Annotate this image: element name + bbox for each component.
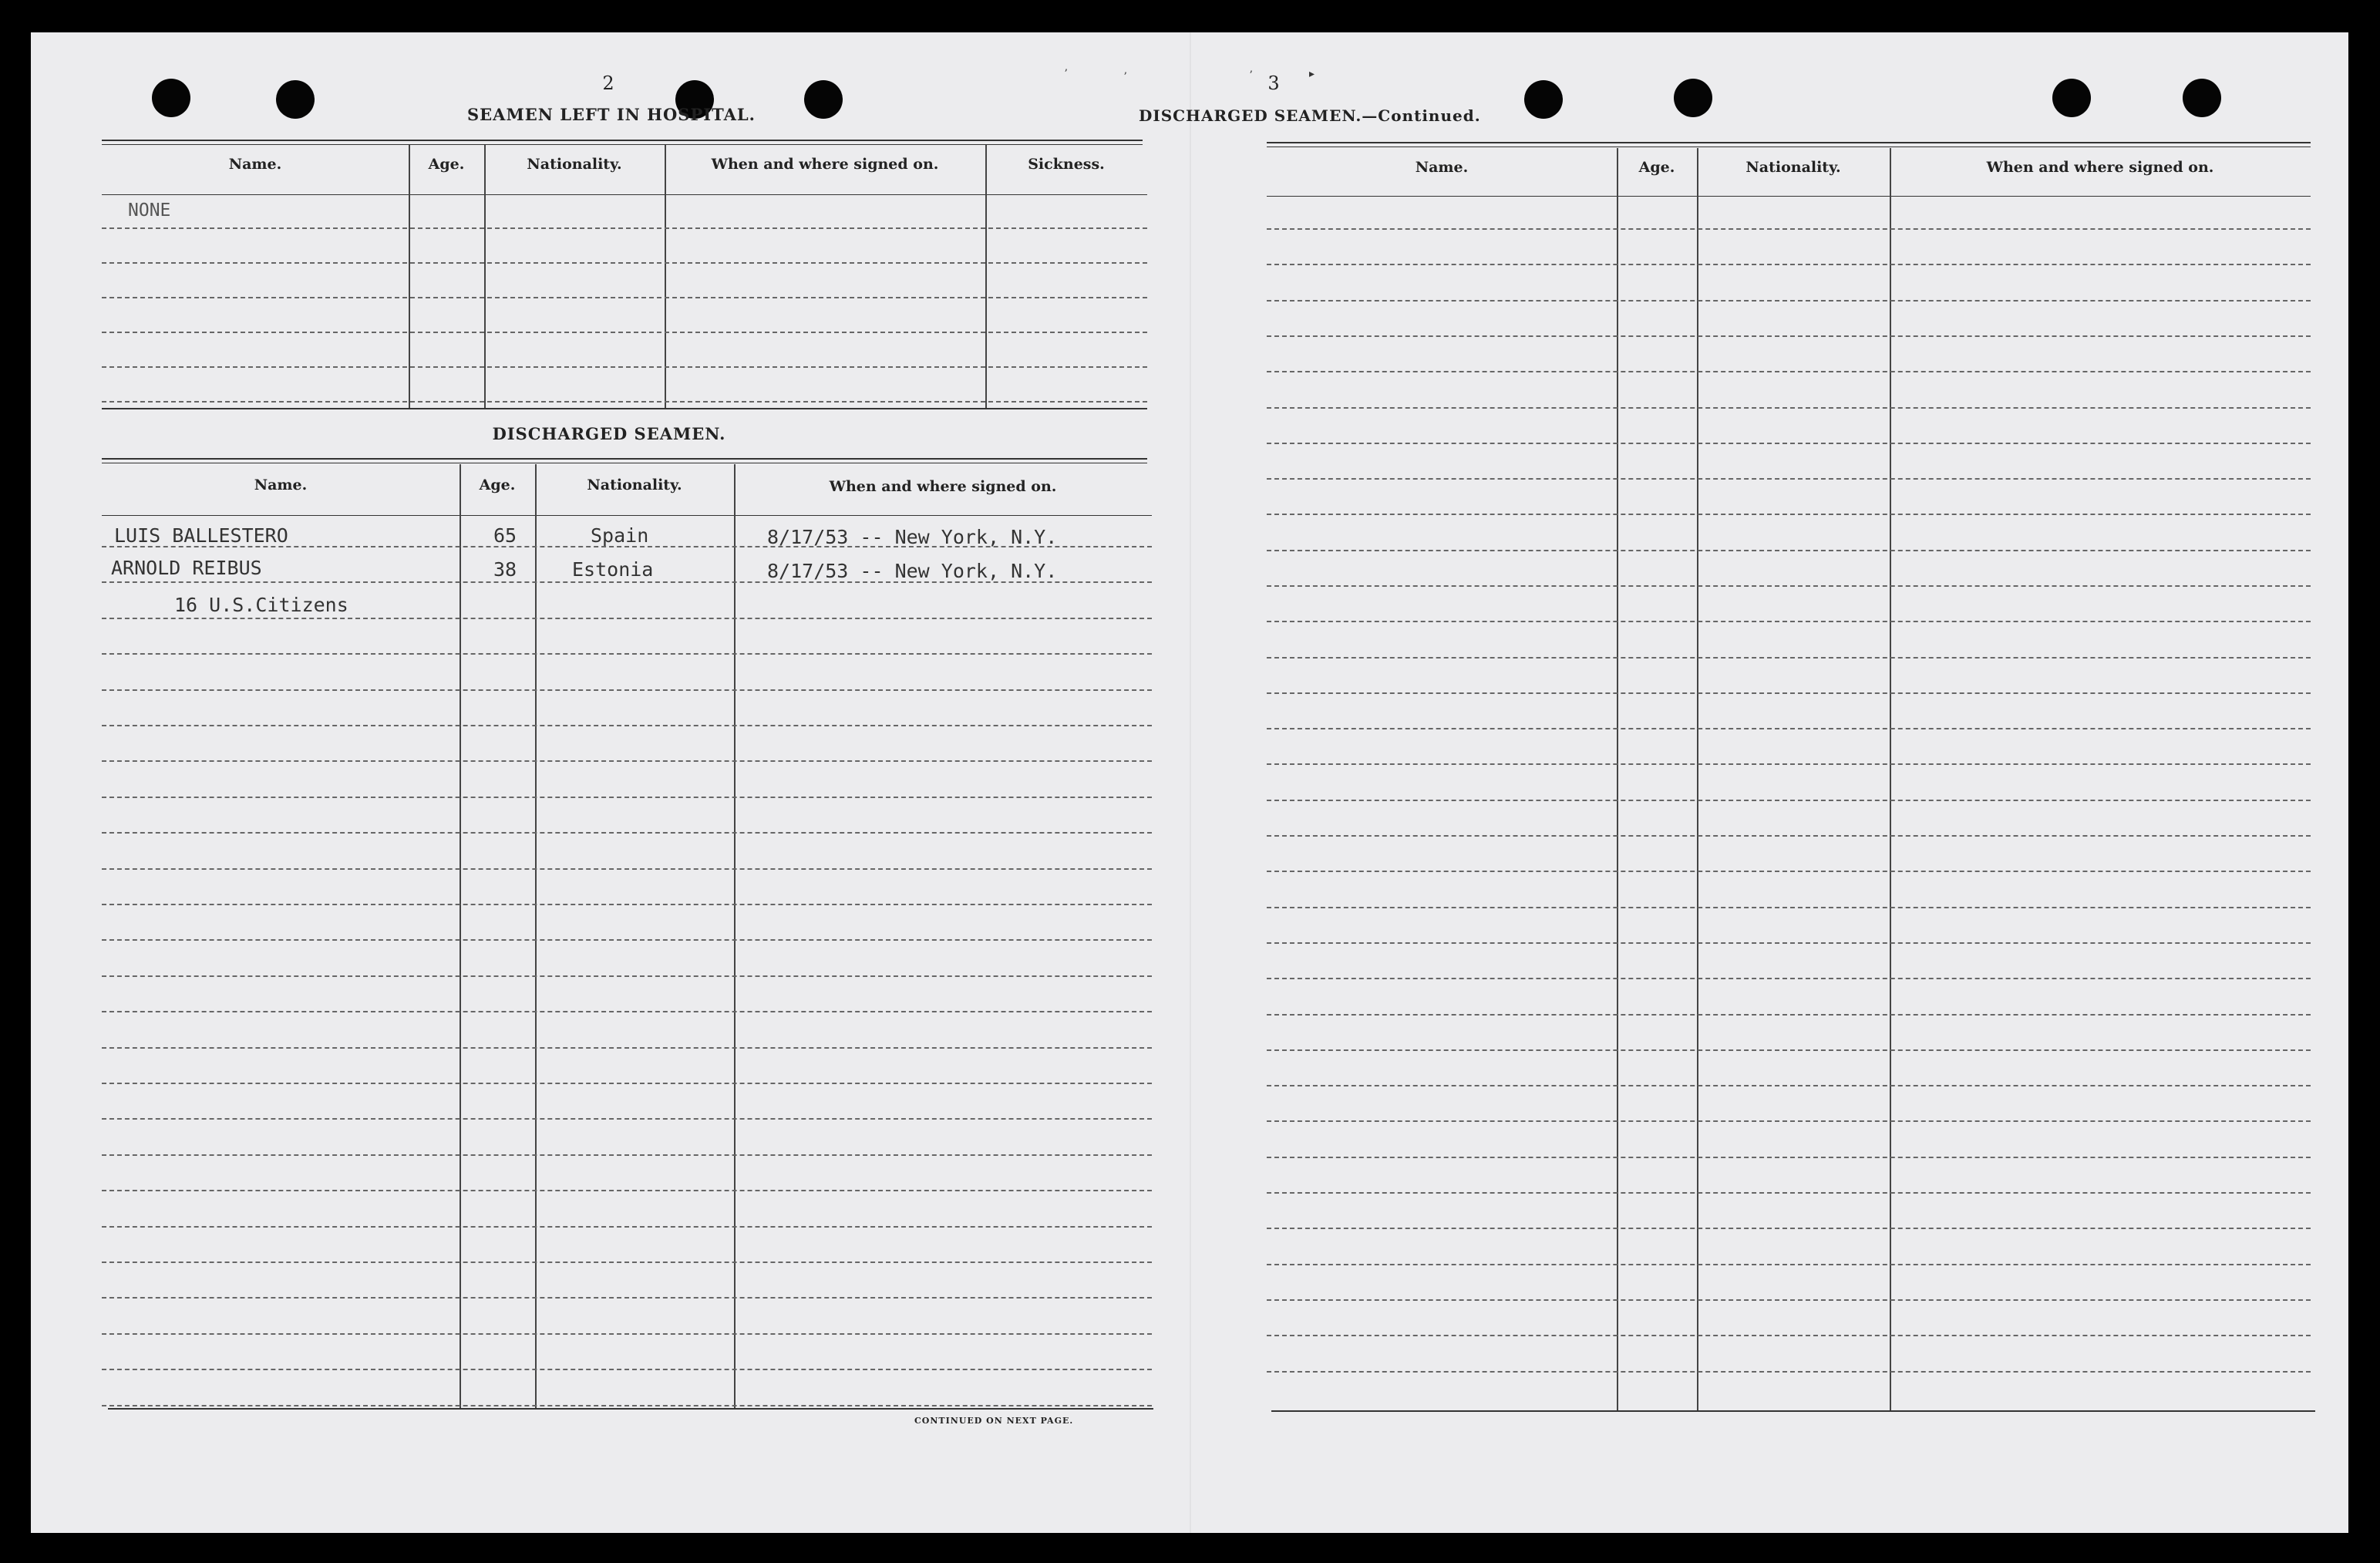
row-line — [102, 1333, 1152, 1335]
row-line — [102, 1405, 1152, 1406]
hospital-header-rule — [102, 194, 1147, 195]
row-line — [1267, 1228, 2311, 1229]
discharged-header-nationality: Nationality. — [587, 477, 682, 493]
row-line — [1267, 514, 2311, 515]
left-page — [31, 32, 1190, 1533]
seaman-name: ARNOLD REIBUS — [111, 557, 262, 579]
right-header-nationality: Nationality. — [1745, 159, 1841, 176]
right-col-divider — [1890, 148, 1891, 1410]
row-line — [1267, 978, 2311, 979]
seaman-nationality: Estonia — [572, 558, 654, 581]
hospital-row-line — [102, 332, 1147, 333]
row-line — [102, 1262, 1152, 1263]
hospital-row-line — [102, 262, 1147, 264]
stray-mark: ʼ — [1249, 69, 1253, 82]
row-line — [102, 653, 1152, 655]
row-line — [1267, 1049, 2311, 1051]
row-line — [1267, 550, 2311, 551]
row-line — [1267, 264, 2311, 265]
row-line — [102, 725, 1152, 726]
discharged-header-signed-on: When and where signed on. — [829, 478, 1057, 495]
stray-mark: ▸ — [1309, 68, 1315, 80]
row-line — [1267, 1085, 2311, 1086]
row-line — [1267, 1299, 2311, 1301]
hospital-section-title: SEAMEN LEFT IN HOSPITAL. — [467, 105, 756, 124]
row-line — [1267, 942, 2311, 944]
hospital-row-line — [102, 401, 1147, 403]
right-header-signed-on: When and where signed on. — [1986, 159, 2214, 176]
row-line — [1267, 300, 2311, 301]
right-header-age: Age. — [1638, 159, 1675, 176]
hospital-row-line — [102, 366, 1147, 368]
right-header-rule — [1267, 196, 2311, 197]
row-line — [1267, 407, 2311, 409]
right-page — [1139, 32, 2348, 1533]
seaman-nationality: Spain — [591, 524, 649, 547]
row-line — [1267, 692, 2311, 694]
discharged-header-age: Age. — [479, 477, 516, 493]
page-number: 3 — [1267, 72, 1280, 94]
row-line — [1267, 800, 2311, 801]
seaman-name: LUIS BALLESTERO — [114, 524, 288, 547]
discharged-col-divider — [460, 464, 461, 1408]
row-line — [102, 797, 1152, 798]
row-line — [1267, 835, 2311, 837]
row-line — [102, 1369, 1152, 1370]
row-line — [1267, 1371, 2311, 1373]
hospital-header-age: Age. — [428, 156, 465, 173]
discharged-col-divider — [734, 464, 736, 1408]
hospital-col-divider — [484, 145, 486, 408]
right-col-divider — [1617, 148, 1618, 1410]
row-line — [1267, 1014, 2311, 1016]
row-line — [1267, 907, 2311, 908]
discharged-header-rule — [102, 515, 1152, 516]
right-top-rule — [1267, 142, 2311, 143]
hospital-col-divider — [409, 145, 410, 408]
row-line — [102, 832, 1152, 834]
row-line — [102, 618, 1152, 619]
row-line — [1267, 1157, 2311, 1158]
discharged-col-divider — [535, 464, 537, 1408]
row-line — [1267, 871, 2311, 872]
citizens-note: 16 U.S.Citizens — [174, 594, 348, 616]
row-line — [102, 689, 1152, 691]
row-line — [1267, 443, 2311, 444]
hospital-bottom-rule — [102, 408, 1147, 409]
row-line — [102, 1047, 1152, 1049]
hospital-row-line — [102, 227, 1147, 229]
continued-footer: CONTINUED ON NEXT PAGE. — [914, 1416, 1074, 1426]
hospital-top-rule — [102, 140, 1143, 141]
page-number: 2 — [602, 72, 614, 94]
row-line — [102, 868, 1152, 870]
stray-mark: ʼ — [1064, 68, 1068, 80]
row-line — [102, 1226, 1152, 1228]
row-line — [1267, 763, 2311, 765]
seaman-age: 38 — [493, 558, 517, 581]
hospital-header-sickness: Sickness. — [1028, 156, 1105, 173]
row-line — [102, 939, 1152, 941]
row-line — [1267, 728, 2311, 729]
row-line — [1267, 371, 2311, 372]
row-line — [1267, 585, 2311, 587]
row-line — [1267, 1120, 2311, 1122]
discharged-section-title: DISCHARGED SEAMEN. — [492, 424, 726, 443]
row-line — [1267, 1335, 2311, 1336]
hospital-header-signed-on: When and where signed on. — [711, 156, 939, 173]
row-line — [102, 904, 1152, 905]
discharged-top-rule — [102, 458, 1147, 460]
row-line — [102, 1297, 1152, 1299]
row-line — [1267, 657, 2311, 659]
hospital-col-divider — [985, 145, 987, 408]
row-line — [1267, 478, 2311, 480]
hospital-row-line — [102, 297, 1147, 298]
row-line — [102, 1118, 1152, 1120]
row-line — [102, 1083, 1152, 1084]
hospital-header-nationality: Nationality. — [527, 156, 622, 173]
row-line — [102, 975, 1152, 977]
right-col-divider — [1697, 148, 1698, 1410]
discharged-bottom-rule — [108, 1408, 1153, 1410]
discharged-continued-title: DISCHARGED SEAMEN.—Continued. — [1139, 106, 1481, 125]
seaman-age: 65 — [493, 524, 517, 547]
hospital-col-divider — [665, 145, 666, 408]
row-line — [102, 1011, 1152, 1012]
right-bottom-rule — [1271, 1410, 2315, 1412]
stray-mark: ʼ — [1123, 71, 1127, 83]
seaman-signed-on: 8/17/53 -- New York, N.Y. — [767, 526, 1058, 548]
hospital-header-name: Name. — [228, 156, 282, 173]
row-line — [1267, 1192, 2311, 1194]
right-header-name: Name. — [1415, 159, 1469, 176]
document-sheet — [31, 32, 2348, 1533]
hospital-entry: NONE — [128, 200, 171, 221]
row-line — [1267, 335, 2311, 337]
row-line — [1267, 228, 2311, 230]
seaman-signed-on: 8/17/53 -- New York, N.Y. — [767, 560, 1058, 582]
row-line — [1267, 1264, 2311, 1265]
row-line — [1267, 621, 2311, 622]
row-line — [102, 760, 1152, 762]
row-line — [102, 1154, 1152, 1156]
discharged-header-name: Name. — [254, 477, 308, 493]
row-line — [102, 1190, 1152, 1191]
